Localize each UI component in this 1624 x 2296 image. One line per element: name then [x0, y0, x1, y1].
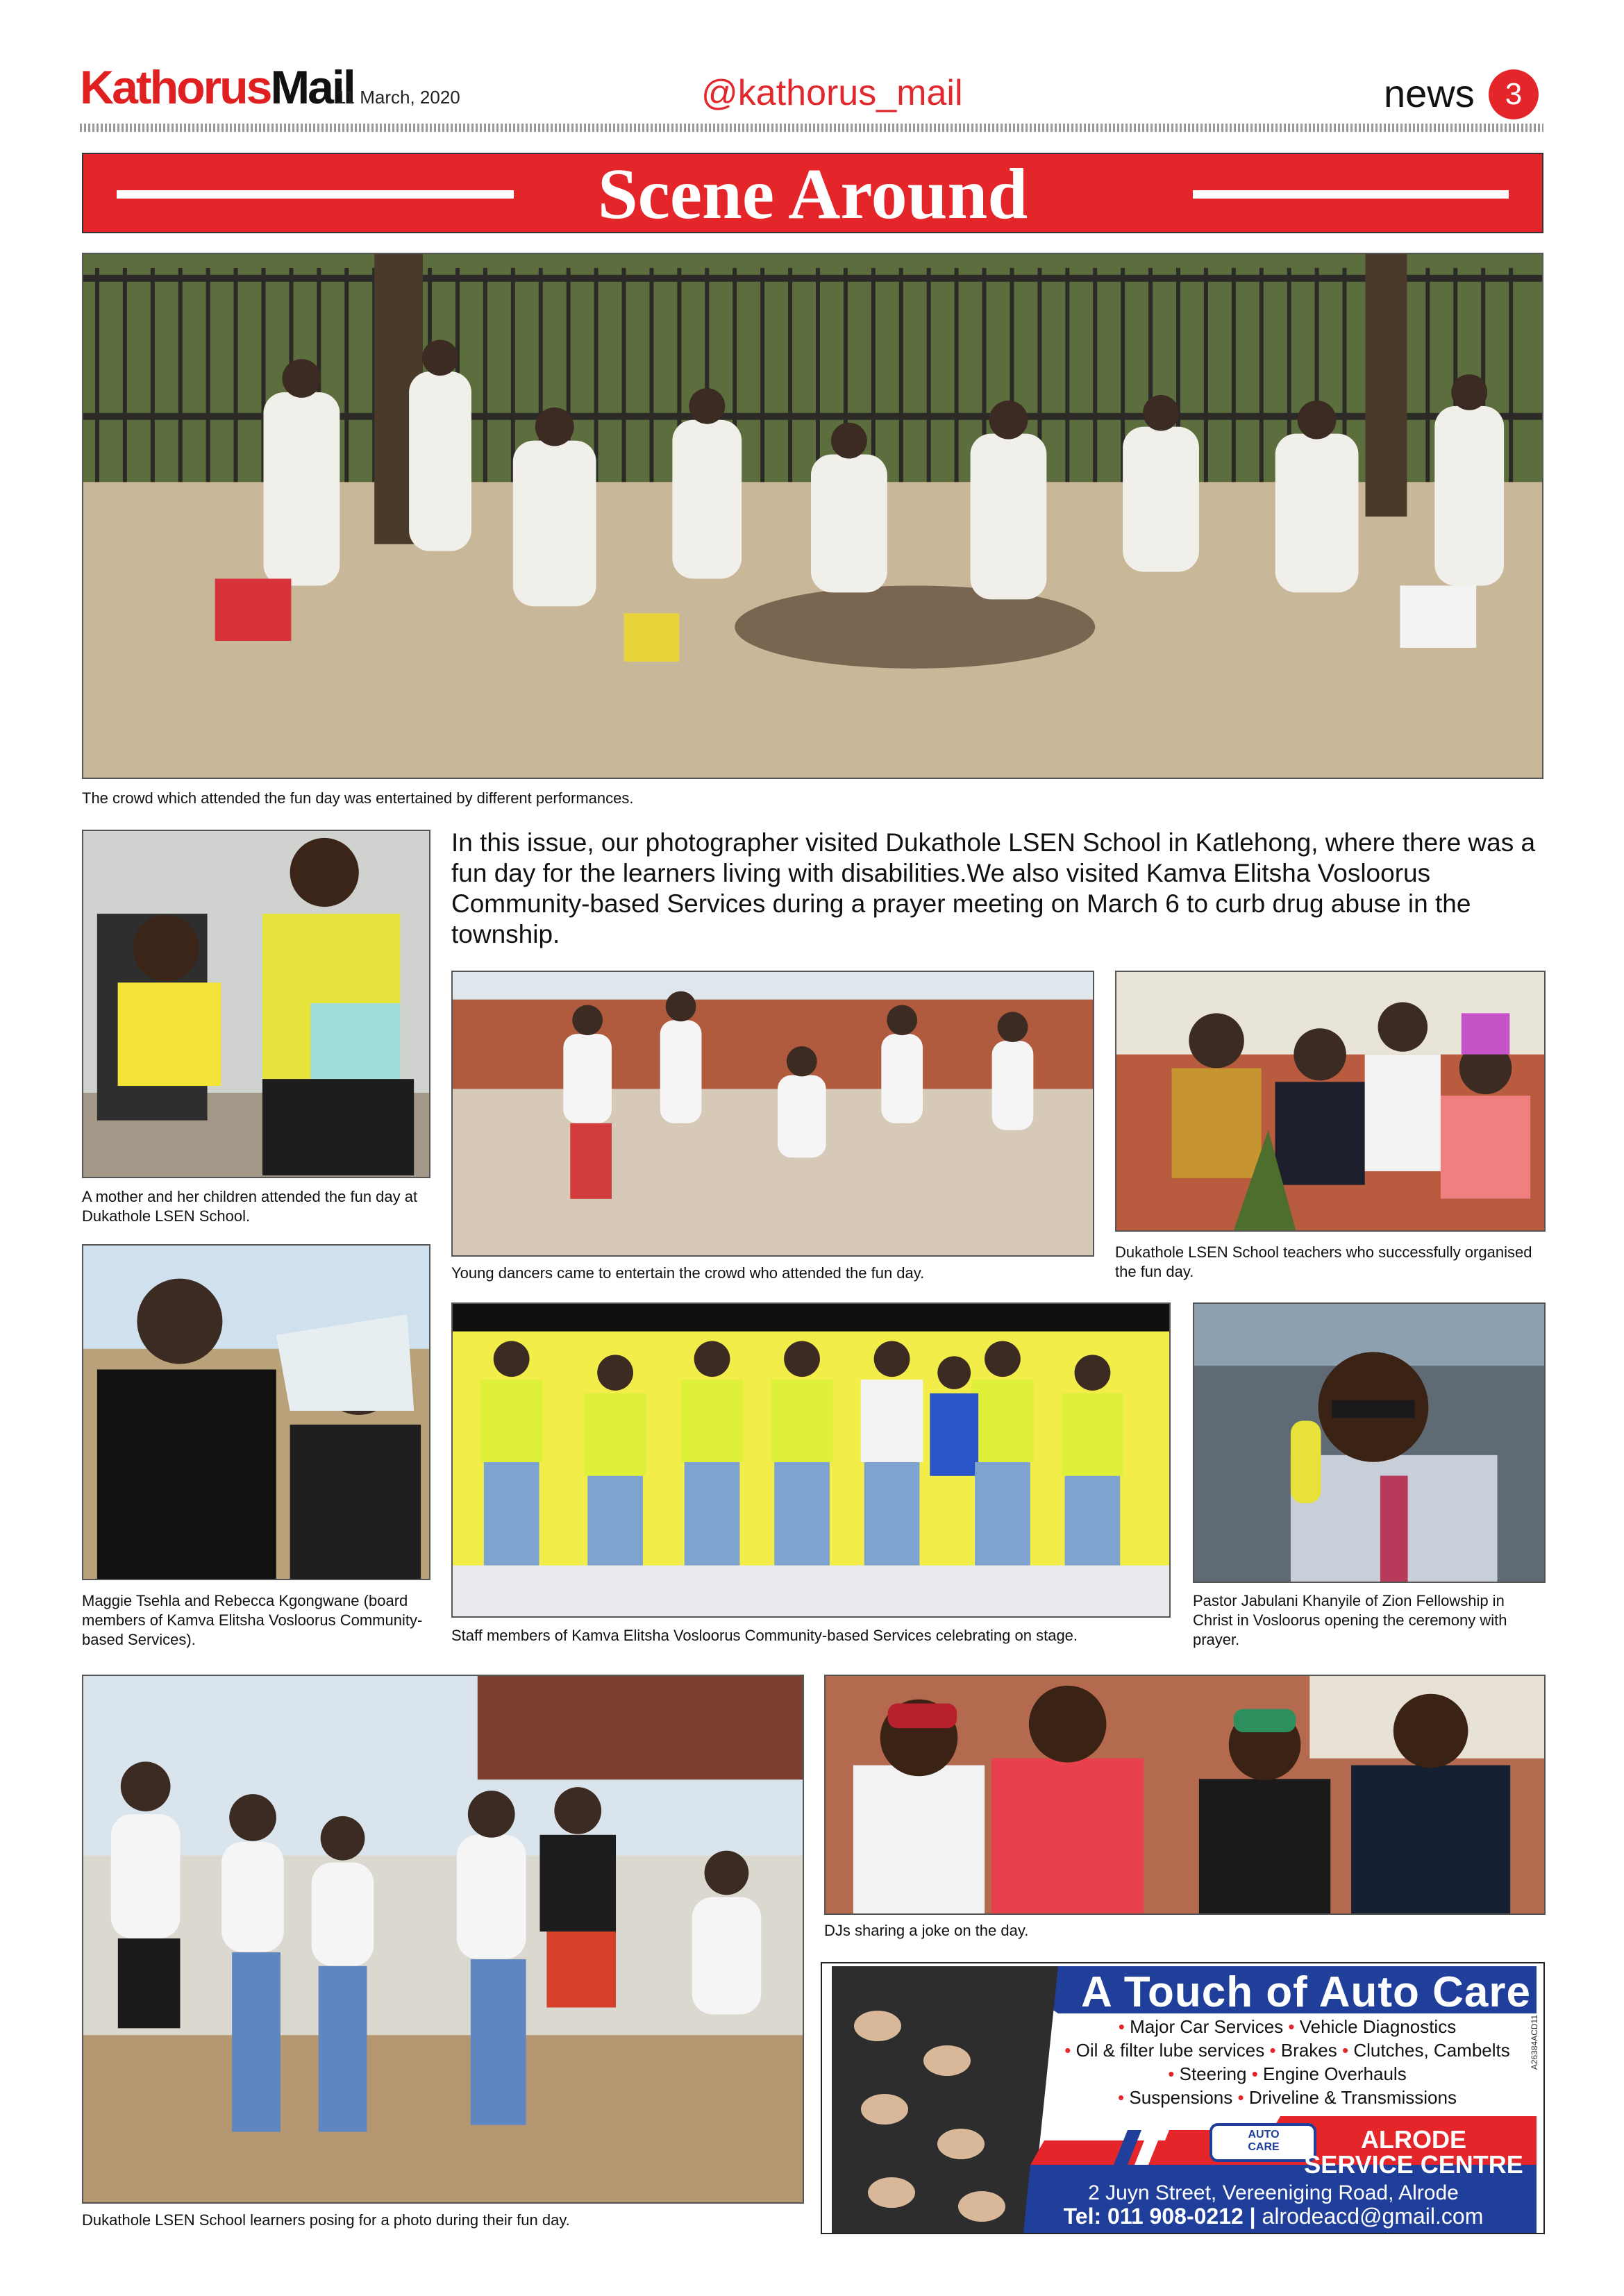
- ad-reference-code: A26384ACD11: [1530, 2015, 1539, 2070]
- ad-contact: Tel: 011 908-0212 | alrodeacd@gmail.com: [1063, 2204, 1484, 2229]
- ad-services-line-3: • Steering • Engine Overhauls: [1168, 2063, 1407, 2084]
- section-label: news: [1384, 72, 1475, 115]
- masthead-logo: KathorusMail: [80, 61, 354, 114]
- photo-crowd: [82, 253, 1543, 779]
- caption-djs: DJs sharing a joke on the day.: [824, 1922, 1029, 1939]
- banner-title: Scene Around: [597, 154, 1028, 234]
- photo-dancers: [451, 971, 1094, 1257]
- section-banner: [82, 153, 1543, 233]
- ad-service-centre: ALRODE SERVICE CENTRE: [1304, 2125, 1523, 2179]
- ad-services-line-1: • Major Car Services • Vehicle Diagnostics: [1118, 2016, 1457, 2037]
- photo-mother: [82, 830, 430, 1178]
- ad-auto-care-logo: AUTO CARE: [1248, 2129, 1280, 2153]
- photo-teachers: [1115, 971, 1546, 1232]
- caption-teachers: Dukathole LSEN School teachers who successfully organised the fun day.: [1115, 1243, 1532, 1280]
- photo-pastor: [1193, 1302, 1546, 1583]
- caption-learners: Dukathole LSEN School learners posing for a photo during their fun day.: [82, 2211, 570, 2229]
- caption-crowd: The crowd which attended the fun day was entertained by different performances.: [82, 789, 634, 807]
- ad-services-line-2: • Oil & filter lube services • Brakes • Clutches, Cambelts: [1064, 2040, 1510, 2061]
- header-rule: [80, 124, 1543, 132]
- advertisement-auto-care: [821, 1962, 1545, 2234]
- photo-djs: [824, 1675, 1546, 1915]
- caption-dancers: Young dancers came to entertain the crowd who attended the fun day.: [451, 1264, 925, 1282]
- ad-address: 2 Juyn Street, Vereeniging Road, Alrode: [1088, 2181, 1459, 2204]
- photo-board-members: [82, 1244, 430, 1580]
- caption-board-members: Maggie Tsehla and Rebecca Kgongwane (board members of Kamva Elitsha Vosloorus Community-based Services).: [82, 1592, 423, 1648]
- caption-staff-stage: Staff members of Kamva Elitsha Vosloorus Community-based Services celebrating on stage.: [451, 1627, 1078, 1644]
- caption-mother: A mother and her children attended the fun day at Dukathole LSEN School.: [82, 1188, 418, 1225]
- intro-paragraph: In this issue, our photographer visited Dukathole LSEN School in Katlehong, where there was a fun day for the learners living with disabilities.We also visited Kamva Elitsha Vosloorus Community-based Services during a prayer meeting on March 6 to curb drug abuse in the township.: [451, 828, 1536, 948]
- ad-title: A Touch of Auto Care: [1081, 1968, 1531, 2016]
- social-handle: @kathorus_mail: [701, 73, 963, 113]
- ad-services-line-4: • Suspensions • Driveline & Transmissions: [1118, 2087, 1457, 2108]
- photo-learners: [82, 1675, 804, 2204]
- photo-staff-stage: [451, 1302, 1171, 1618]
- issue-date: 11 March, 2020: [336, 87, 460, 108]
- caption-pastor: Pastor Jabulani Khanyile of Zion Fellowship in Christ in Vosloorus opening the ceremony with prayer.: [1193, 1592, 1507, 1648]
- page-number-badge: 3: [1489, 69, 1539, 119]
